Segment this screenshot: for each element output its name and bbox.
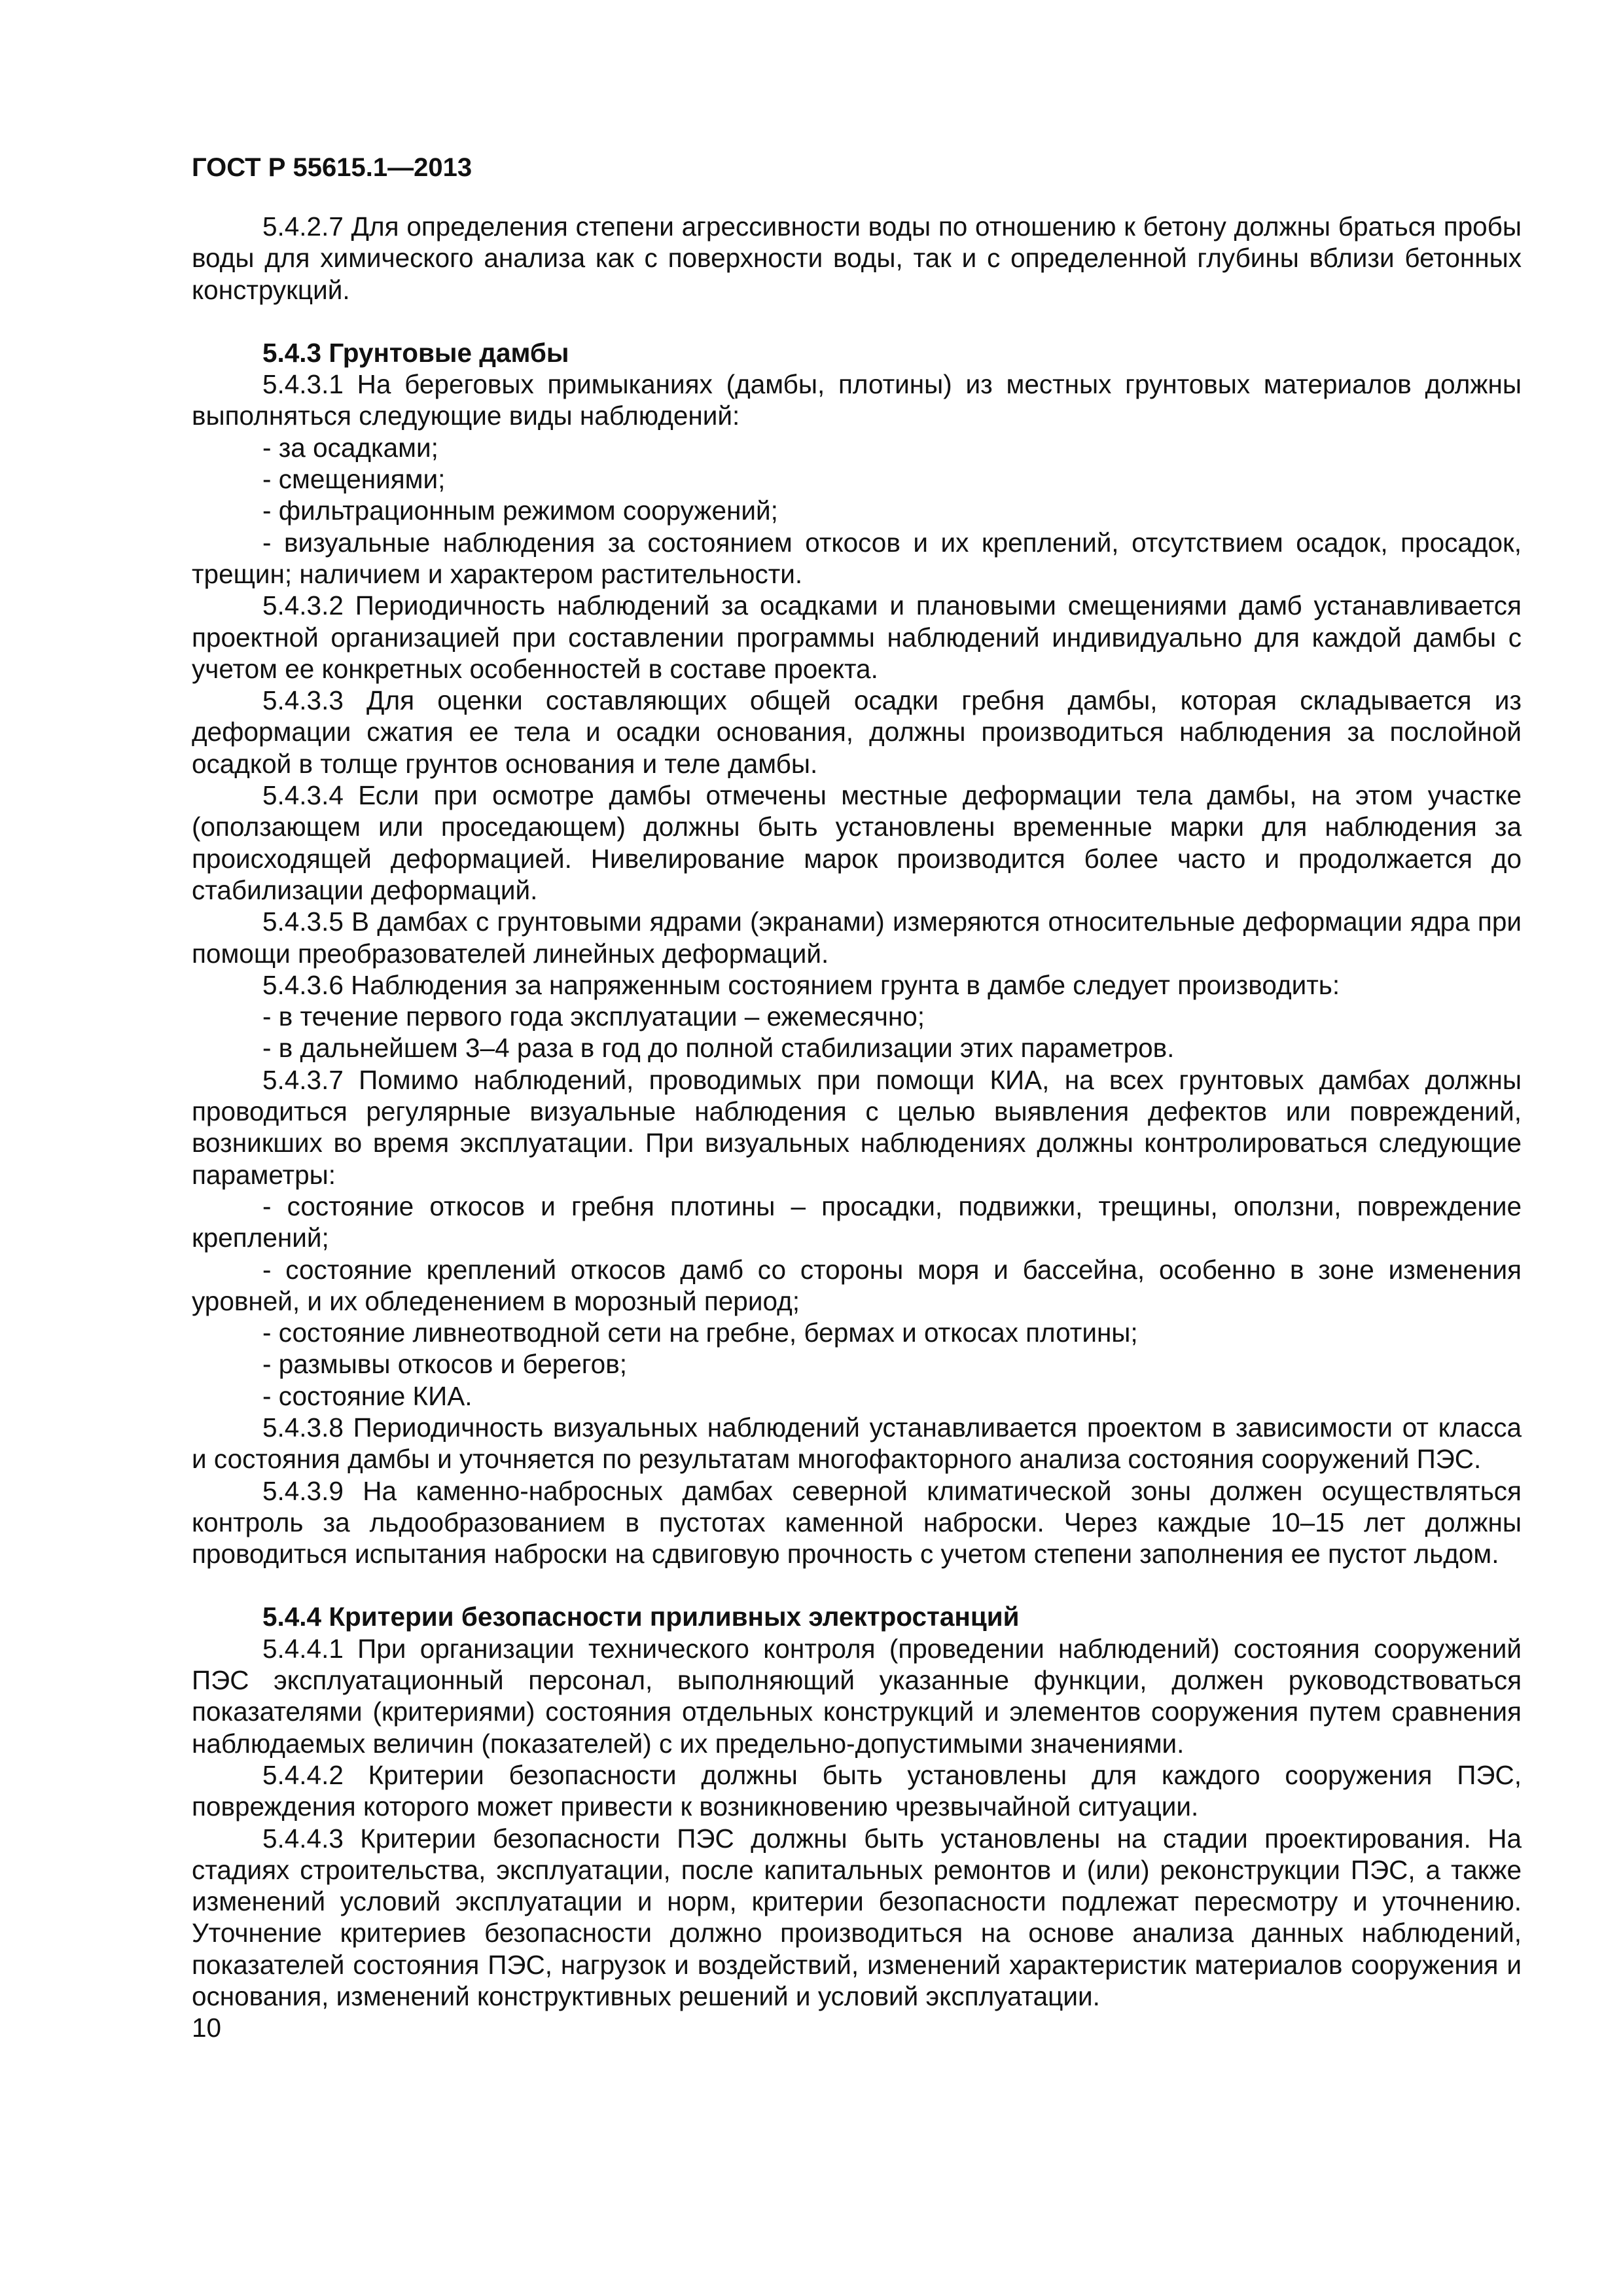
paragraph-5-4-3-8: 5.4.3.8 Периодичность визуальных наблюдений устанавливается проектом в зависимости от класса и состояния дамбы и уточняется по результатам многофакторного анализа состояния сооружений ПЭС.	[192, 1412, 1522, 1475]
list-item: - за осадками;	[262, 432, 438, 463]
paragraph-5-4-4-3: 5.4.4.3 Критерии безопасности ПЭС должны быть установлены на стадии проектирования. На стадиях строительства, эксплуатации, после капитальных ремонтов и (или) реконструкции ПЭС, а также изменений условий эксплуатации и норм, критерии безопасности подлежат пересмотру и уточнению. Уточнение критериев безопасности должно производиться на основе анализа данных наблюдений, показателей состояния ПЭС, нагрузок и воздействий, изменений характеристик материалов сооружения и основания, изменений конструктивных решений и условий эксплуатации.	[192, 1823, 1522, 2012]
list-item: - размывы откосов и берегов;	[262, 1349, 627, 1380]
paragraph-5-4-3-1: 5.4.3.1 На береговых примыканиях (дамбы, плотины) из местных грунтовых материалов должны выполняться следующие виды наблюдений:	[192, 369, 1522, 431]
heading-5-4-4: 5.4.4 Критерии безопасности приливных электростанций	[262, 1602, 1020, 1632]
list-item: - в течение первого года эксплуатации – ежемесячно;	[262, 1001, 925, 1032]
list-item: - в дальнейшем 3–4 раза в год до полной стабилизации этих параметров.	[262, 1033, 1175, 1064]
paragraph-5-4-3-6: 5.4.3.6 Наблюдения за напряженным состоянием грунта в дамбе следует производить:	[262, 969, 1340, 1000]
paragraph-5-4-3-4: 5.4.3.4 Если при осмотре дамбы отмечены местные деформации тела дамбы, на этом участке (оползающем или проседающем) должны быть установлены временные марки для наблюдения за происходящей деформацией. Нивелирование марок производится более часто и продолжается до стабилизации деформаций.	[192, 780, 1522, 905]
page-number: 10	[192, 2013, 222, 2043]
section-gap	[192, 1570, 1522, 1601]
paragraph-5-4-3-9: 5.4.3.9 На каменно-набросных дамбах северной климатической зоны должен осуществляться контроль за льдообразованием в пустотах каменной наброски. Через каждые 10–15 лет должны проводиться испытания наброски на сдвиговую прочность с учетом степени заполнения ее пустот льдом.	[192, 1475, 1522, 1570]
paragraph-5-4-4-2: 5.4.4.2 Критерии безопасности должны быть установлены для каждого сооружения ПЭС, повреждения которого может привести к возникновению чрезвычайной ситуации.	[192, 1759, 1522, 1822]
list-item: - состояние КИА.	[262, 1380, 473, 1411]
paragraph-5-4-4-1: 5.4.4.1 При организации технического контроля (проведении наблюдений) состояния сооружений ПЭС эксплуатационный персонал, выполняющий указанные функции, должен руководствоваться показателями (критериями) состояния отдельных конструкций и элементов сооружения путем сравнения наблюдаемых величин (показателей) с их предельно-допустимыми значениями.	[192, 1633, 1522, 1759]
list-item: - состояние откосов и гребня плотины – просадки, подвижки, трещины, оползни, повреждение креплений;	[192, 1191, 1522, 1253]
document-header: ГОСТ Р 55615.1—2013	[192, 153, 473, 182]
section-gap	[192, 306, 1522, 337]
list-item: - визуальные наблюдения за состоянием откосов и их креплений, отсутствием осадок, просадок, трещин; наличием и характером растительности.	[192, 527, 1522, 589]
paragraph-5-4-3-5: 5.4.3.5 В дамбах с грунтовыми ядрами (экранами) измеряются относительные деформации ядра при помощи преобразователей линейных деформаций.	[192, 906, 1522, 969]
list-item: - состояние креплений откосов дамб со стороны моря и бассейна, особенно в зоне изменения уровней, и их обледенением в морозный период;	[192, 1254, 1522, 1316]
paragraph-5-4-3-2: 5.4.3.2 Периодичность наблюдений за осадками и плановыми смещениями дамб устанавливается проектной организацией при составлении программы наблюдений индивидуально для каждой дамбы с учетом ее конкретных особенностей в составе проекта.	[192, 590, 1522, 684]
heading-5-4-3: 5.4.3 Грунтовые дамбы	[262, 337, 569, 368]
paragraph-5-4-3-3: 5.4.3.3 Для оценки составляющих общей осадки гребня дамбы, которая складывается из деформации сжатия ее тела и осадки основания, должны производиться наблюдения за послойной осадкой в толще грунтов основания и теле дамбы.	[192, 685, 1522, 779]
list-item: - смещениями;	[262, 464, 446, 495]
paragraph-5-4-3-7: 5.4.3.7 Помимо наблюдений, проводимых при помощи КИА, на всех грунтовых дамбах должны проводиться регулярные визуальные наблюдения с целью выявления дефектов или повреждений, возникших во время эксплуатации. При визуальных наблюдениях должны контролироваться следующие параметры:	[192, 1064, 1522, 1190]
paragraph-5-4-2-7: 5.4.2.7 Для определения степени агрессивности воды по отношению к бетону должны браться пробы воды для химического анализа как с поверхности воды, так и с определенной глубины вблизи бетонных конструкций.	[192, 211, 1522, 305]
document-page	[192, 149, 1522, 2044]
list-item: - состояние ливнеотводной сети на гребне, бермах и откосах плотины;	[262, 1318, 1138, 1348]
list-item: - фильтрационным режимом сооружений;	[262, 495, 778, 526]
